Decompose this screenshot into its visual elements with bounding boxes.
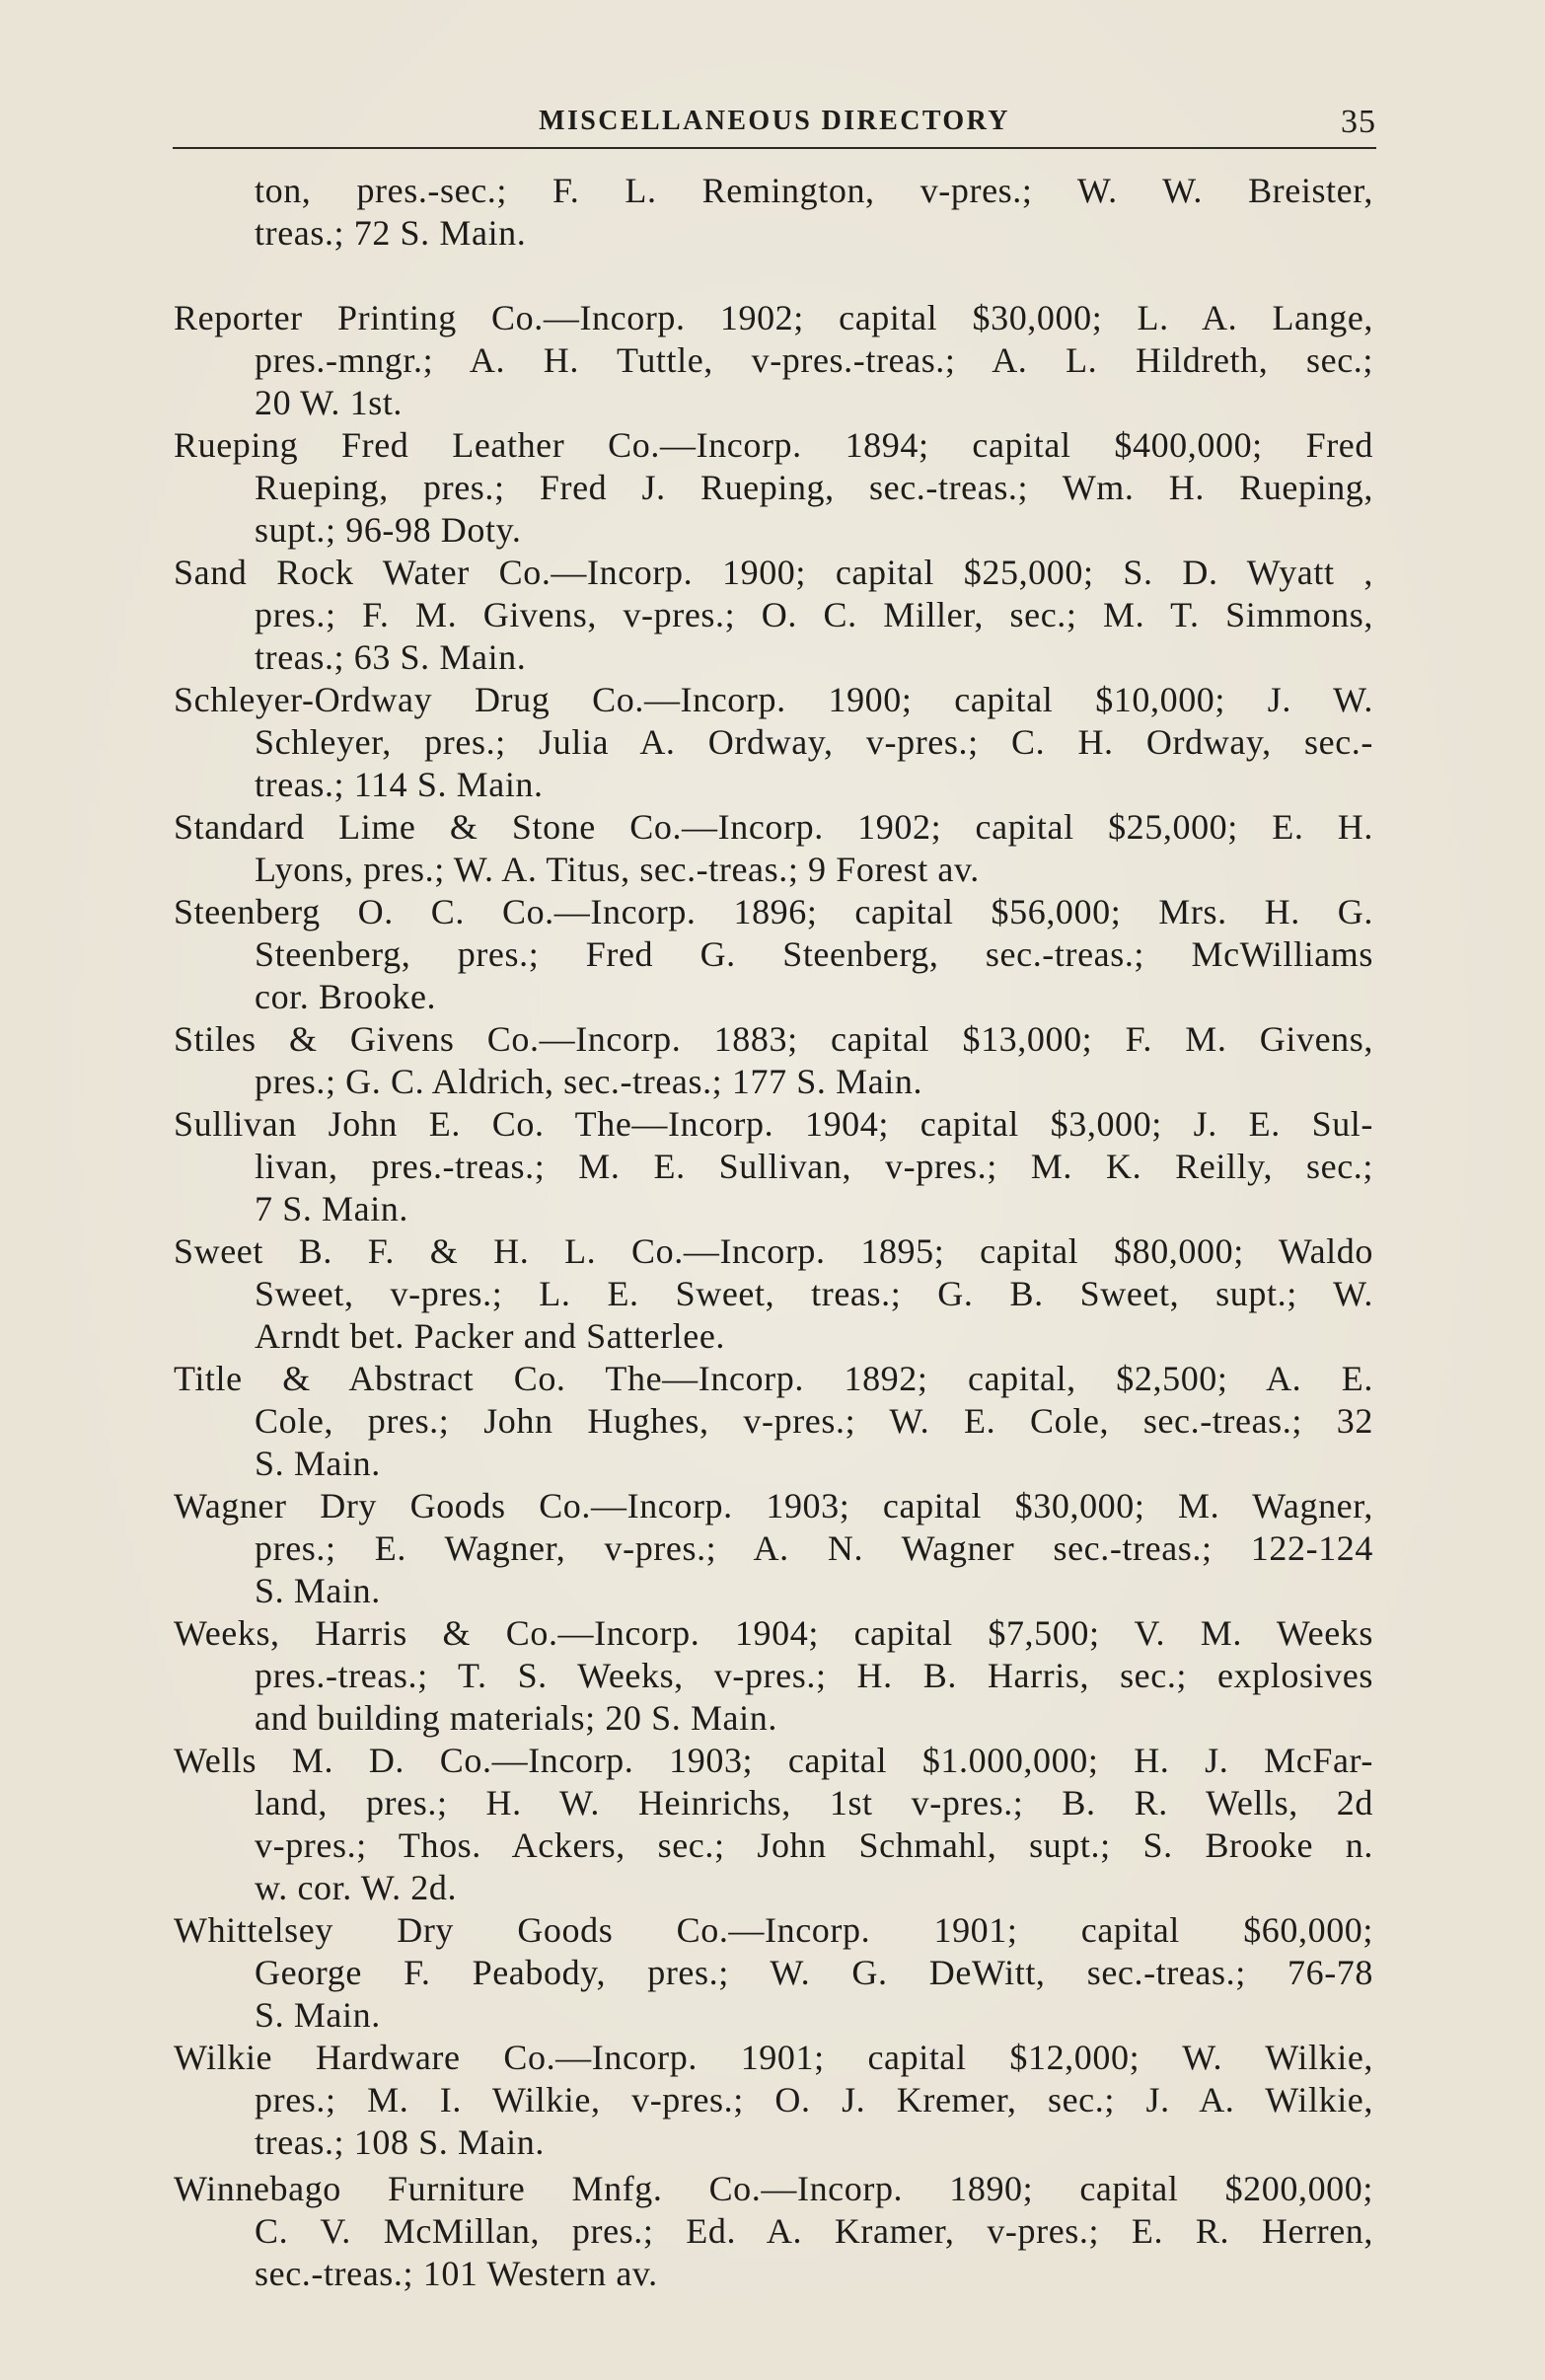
entry-line: Steenberg O. C. Co.—Incorp. 1896; capital $56,000; Mrs. H. G. bbox=[174, 892, 1373, 931]
entry-line: S. Main. bbox=[255, 1444, 381, 1483]
entry-line: George F. Peabody, pres.; W. G. DeWitt, sec.-treas.; 76-78 bbox=[255, 1953, 1373, 1992]
directory-entry bbox=[174, 1740, 1373, 1909]
directory-entry bbox=[174, 552, 1373, 679]
directory-entry bbox=[174, 1909, 1373, 2037]
entry-line: w. cor. W. 2d. bbox=[255, 1868, 458, 1907]
directory-entry bbox=[174, 1103, 1373, 1230]
directory-entry bbox=[174, 2037, 1373, 2168]
entry-line: ton, pres.-sec.; F. L. Remington, v-pres.; W. W. Breister, bbox=[255, 171, 1373, 210]
directory-entries bbox=[174, 170, 1373, 2295]
entry-line: Standard Lime & Stone Co.—Incorp. 1902; capital $25,000; E. H. bbox=[174, 807, 1373, 847]
entry-line: treas.; 72 S. Main. bbox=[255, 213, 527, 253]
entry-line: cor. Brooke. bbox=[255, 977, 437, 1016]
entry-line: Lyons, pres.; W. A. Titus, sec.-treas.; 9 Forest av. bbox=[255, 850, 980, 889]
entry-line: Wagner Dry Goods Co.—Incorp. 1903; capital $30,000; M. Wagner, bbox=[174, 1486, 1373, 1525]
entry-line: pres.; E. Wagner, v-pres.; A. N. Wagner sec.-treas.; 122-124 bbox=[255, 1528, 1373, 1568]
directory-entry bbox=[174, 679, 1373, 806]
entry-line: Schleyer-Ordway Drug Co.—Incorp. 1900; capital $10,000; J. W. bbox=[174, 680, 1373, 719]
entry-line: pres.; M. I. Wilkie, v-pres.; O. J. Kremer, sec.; J. A. Wilkie, bbox=[255, 2080, 1373, 2120]
entry-line: S. Main. bbox=[255, 1995, 381, 2035]
entry-line: land, pres.; H. W. Heinrichs, 1st v-pres.; B. R. Wells, 2d bbox=[255, 1783, 1373, 1822]
entry-line: treas.; 108 S. Main. bbox=[255, 2122, 545, 2162]
entry-line: Stiles & Givens Co.—Incorp. 1883; capital $13,000; F. M. Givens, bbox=[174, 1019, 1373, 1059]
entry-line: livan, pres.-treas.; M. E. Sullivan, v-pres.; M. K. Reilly, sec.; bbox=[255, 1147, 1373, 1186]
entry-line: Cole, pres.; John Hughes, v-pres.; W. E. Cole, sec.-treas.; 32 bbox=[255, 1401, 1373, 1441]
directory-entry bbox=[174, 297, 1373, 424]
entry-line: pres.-mngr.; A. H. Tuttle, v-pres.-treas.; A. L. Hildreth, sec.; bbox=[255, 340, 1373, 380]
directory-entry bbox=[174, 1485, 1373, 1612]
directory-entry bbox=[174, 1230, 1373, 1358]
entry-line: Title & Abstract Co. The—Incorp. 1892; capital, $2,500; A. E. bbox=[174, 1359, 1373, 1398]
entry-line: 7 S. Main. bbox=[255, 1189, 409, 1228]
entry-line: pres.; G. C. Aldrich, sec.-treas.; 177 S. Main. bbox=[255, 1062, 923, 1101]
running-head: MISCELLANEOUS DIRECTORY bbox=[539, 106, 1010, 136]
entry-line: Rueping, pres.; Fred J. Rueping, sec.-treas.; Wm. H. Rueping, bbox=[255, 468, 1373, 507]
entry-line: Rueping Fred Leather Co.—Incorp. 1894; capital $400,000; Fred bbox=[174, 425, 1373, 465]
entry-line: Sweet, v-pres.; L. E. Sweet, treas.; G. B. Sweet, supt.; W. bbox=[255, 1274, 1373, 1313]
directory-entry bbox=[174, 170, 1373, 297]
entry-line: sec.-treas.; 101 Western av. bbox=[255, 2254, 658, 2293]
entry-line: Sand Rock Water Co.—Incorp. 1900; capital $25,000; S. D. Wyatt , bbox=[174, 553, 1373, 592]
entry-line: Sullivan John E. Co. The—Incorp. 1904; capital $3,000; J. E. Sul- bbox=[174, 1104, 1373, 1144]
entry-line: Whittelsey Dry Goods Co.—Incorp. 1901; capital $60,000; bbox=[174, 1910, 1373, 1950]
directory-entry bbox=[174, 1018, 1373, 1103]
directory-entry bbox=[174, 891, 1373, 1018]
entry-line: Winnebago Furniture Mnfg. Co.—Incorp. 1890; capital $200,000; bbox=[174, 2169, 1373, 2208]
directory-entry bbox=[174, 1358, 1373, 1485]
entry-line: Arndt bet. Packer and Satterlee. bbox=[255, 1316, 726, 1356]
entry-line: Wells M. D. Co.—Incorp. 1903; capital $1.000,000; H. J. McFar- bbox=[174, 1741, 1373, 1780]
page-number: 35 bbox=[1341, 104, 1376, 140]
entry-line: supt.; 96-98 Doty. bbox=[255, 510, 522, 550]
entry-line: pres.; F. M. Givens, v-pres.; O. C. Miller, sec.; M. T. Simmons, bbox=[255, 595, 1373, 634]
entry-line: Reporter Printing Co.—Incorp. 1902; capital $30,000; L. A. Lange, bbox=[174, 298, 1373, 337]
entry-line: treas.; 114 S. Main. bbox=[255, 765, 544, 804]
directory-entry bbox=[174, 2168, 1373, 2295]
entry-line: Schleyer, pres.; Julia A. Ordway, v-pres.; C. H. Ordway, sec.- bbox=[255, 722, 1373, 762]
entry-line: Steenberg, pres.; Fred G. Steenberg, sec.-treas.; McWilliams bbox=[255, 934, 1373, 974]
entry-line: Wilkie Hardware Co.—Incorp. 1901; capital $12,000; W. Wilkie, bbox=[174, 2038, 1373, 2077]
entry-line: and building materials; 20 S. Main. bbox=[255, 1698, 777, 1738]
entry-line: treas.; 63 S. Main. bbox=[255, 637, 527, 677]
entry-line: Sweet B. F. & H. L. Co.—Incorp. 1895; capital $80,000; Waldo bbox=[174, 1231, 1373, 1271]
entry-line: Weeks, Harris & Co.—Incorp. 1904; capital $7,500; V. M. Weeks bbox=[174, 1613, 1373, 1653]
entry-line: 20 W. 1st. bbox=[255, 383, 404, 422]
entry-line: v-pres.; Thos. Ackers, sec.; John Schmahl, supt.; S. Brooke n. bbox=[255, 1825, 1373, 1865]
directory-entry bbox=[174, 806, 1373, 891]
entry-line: pres.-treas.; T. S. Weeks, v-pres.; H. B. Harris, sec.; explosives bbox=[255, 1656, 1373, 1695]
entry-line: C. V. McMillan, pres.; Ed. A. Kramer, v-pres.; E. R. Herren, bbox=[255, 2211, 1373, 2251]
page-header bbox=[173, 104, 1376, 149]
directory-entry bbox=[174, 1612, 1373, 1740]
entry-line: S. Main. bbox=[255, 1571, 381, 1610]
directory-entry bbox=[174, 424, 1373, 552]
